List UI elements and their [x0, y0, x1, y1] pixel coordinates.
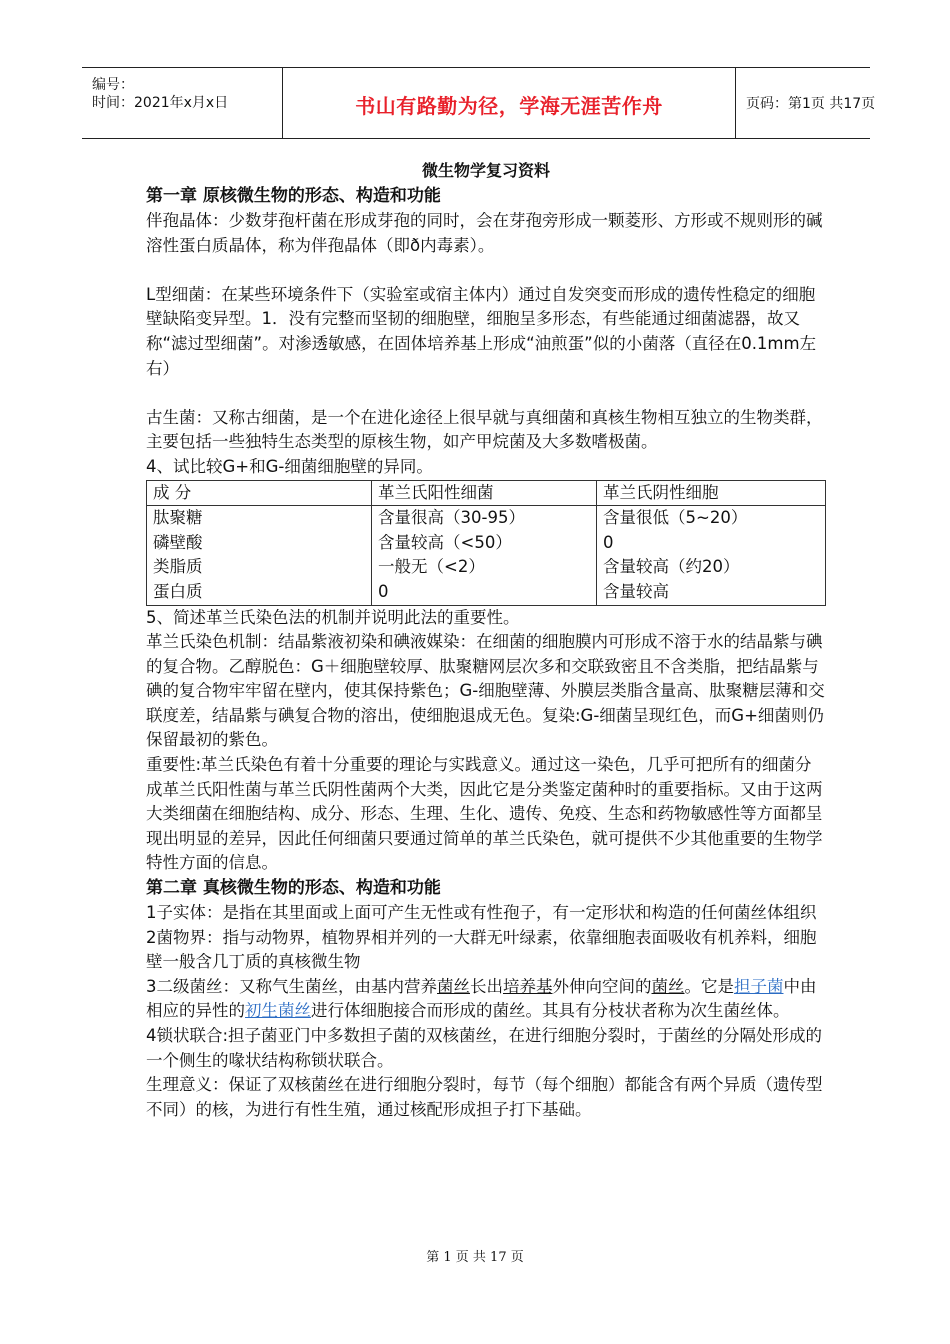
basidiomycete-link[interactable]: 担子菌: [734, 976, 784, 996]
header-motto: 书山有路勤为径，学海无涯苦作舟: [355, 94, 663, 118]
page-footer: 第 1 页 共 17 页: [426, 1250, 524, 1265]
table-cell: 含量较高（<50）: [378, 532, 512, 552]
table-header-row: [147, 480, 826, 506]
underlined-term: 菌丝: [437, 976, 470, 996]
text-run: 长出: [470, 976, 503, 996]
cell-wall-comparison-table: [146, 480, 826, 606]
table-cell: 0: [378, 581, 389, 601]
component-column: [147, 506, 372, 605]
document-number-label: 编号：: [92, 77, 134, 93]
spacer: [146, 258, 826, 283]
crystal-definition: 伴孢晶体：少数芽孢杆菌在形成芽孢的同时，会在芽孢旁形成一颗菱形、方形或不规则形的碱溶性蛋白质晶体，称为伴孢晶体（即ð内毒素）。: [146, 211, 823, 255]
physiological-significance: 生理意义：保证了双核菌丝在进行细胞分裂时，每节（每个细胞）都能含有两个异质（遗传型不同）的核，为进行有性生殖，通过核配形成担子打下基础。: [146, 1075, 823, 1119]
archaea-definition: 古生菌：又称古细菌，是一个在进化途径上很早就与真细菌和真核生物相互独立的生物类群，主要包括一些独特生态类型的原核生物，如产甲烷菌及大多数嗜极菌。: [146, 407, 823, 452]
l-form-definition: L型细菌：在某些环境条件下（实验室或宿主体内）通过自发突变而形成的遗传性稳定的细胞壁缺陷变异型。1．没有完整而坚韧的细胞壁，细胞呈多形态，有些能通过细菌滤器，故又称“滤过型细菌”。对渗透敏感，在固体培养基上形成“油煎蛋”似的小菌落（直径在0.1mm左右）: [146, 284, 817, 378]
document-time-label: 时间：2021年x月x日: [92, 95, 229, 111]
question-5: 5、简述革兰氏染色法的机制并说明此法的重要性。: [146, 607, 520, 627]
document-title: 微生物学复习资料: [421, 161, 550, 180]
page-header: [82, 67, 876, 139]
table-header-cell: 成 分: [147, 480, 372, 506]
primary-hyphae-link[interactable]: 初生菌丝: [245, 1001, 311, 1021]
gram-negative-column: [597, 506, 826, 605]
item-fungi-kingdom: 2菌物界：指与动物界，植物界相并列的一大群无叶绿素，依靠细胞表面吸收有机养料，细胞壁一般含几丁质的真核微生物: [146, 927, 817, 972]
table-body-row: [147, 506, 826, 605]
table-cell: 肽聚糖: [153, 508, 203, 528]
table-cell: 含量很低（5~20）: [603, 508, 748, 528]
text-run: 。它是: [684, 976, 734, 996]
question-4: 4、试比较G+和G-细菌细胞壁的异同。: [146, 456, 433, 476]
table-cell: 含量较高: [603, 581, 669, 601]
item-secondary-hyphae: [146, 975, 826, 1024]
table-cell: 蛋白质: [153, 581, 203, 601]
table-header-cell: 革兰氏阳性细菌: [372, 480, 597, 506]
chapter-1-heading: 第一章 原核微生物的形态、构造和功能: [146, 186, 441, 206]
item-fruiting-body: 1子实体：是指在其里面或上面可产生无性或有性孢子，有一定形状和构造的任何菌丝体组织: [146, 903, 817, 923]
table-cell: 类脂质: [153, 557, 203, 577]
gram-stain-mechanism: 革兰氏染色机制：结晶紫液初染和碘液媒染：在细菌的细胞膜内可形成不溶于水的结晶紫与碘的复合物。乙醇脱色：G＋细胞壁较厚、肽聚糖网层次多和交联致密且不含类脂，把结晶紫与碘的复合物牢牢留在壁内，使其保持紫色；G-细胞壁薄、外膜层类脂含量高、肽聚糖层薄和交联度差，结晶紫与碘复合物的溶出，使细胞退成无色。复染:G-细菌呈现红色，而G+细菌则仍保留最初的紫色。: [146, 632, 825, 750]
text-run: 进行体细胞接合而形成的菌丝。其具有分枝状者称为次生菌丝体。: [311, 1001, 790, 1021]
gram-positive-column: [372, 506, 597, 605]
text-run: 3二级菌丝：又称气生菌丝，由基内营养: [146, 976, 437, 996]
spacer: [146, 381, 826, 406]
document-body: [146, 158, 826, 1122]
header-meta-cell: [82, 68, 282, 138]
header-motto-cell: [282, 68, 736, 138]
header-page-info: 页码：第1页 共17页: [746, 96, 876, 112]
underlined-term: 菌丝: [651, 976, 685, 996]
table-cell: 一般无（<2）: [378, 557, 485, 577]
table-cell: 含量较高（约20）: [603, 557, 740, 577]
table-cell: 磷壁酸: [153, 532, 203, 552]
table-cell: 0: [603, 532, 614, 552]
header-page-cell: [736, 68, 876, 138]
text-run: 外伸向空间的: [552, 976, 652, 996]
gram-stain-importance: 重要性:革兰氏染色有着十分重要的理论与实践意义。通过这一染色，几乎可把所有的细菌分成革兰氏阳性菌与革兰氏阴性菌两个大类，因此它是分类鉴定菌种时的重要指标。又由于这两大类细菌在细胞结构、成分、形态、生理、生化、遗传、免疫、生态和药物敏感性等方面都呈现出明显的差异，因此任何细菌只要通过简单的革兰氏染色，就可提供不少其他重要的生物学特性方面的信息。: [146, 755, 823, 873]
underlined-term: 培养基: [503, 976, 553, 996]
text-run: 中由相应的异性的: [146, 976, 817, 1021]
table-cell: 含量很高（30-95）: [378, 508, 525, 528]
chapter-2-heading: 第二章 真核微生物的形态、构造和功能: [146, 878, 441, 899]
item-clamp-connection: 4锁状联合:担子菌亚门中多数担子菌的双核菌丝，在进行细胞分裂时，于菌丝的分隔处形成的一个侧生的喙状结构称锁状联合。: [146, 1026, 823, 1070]
table-header-cell: 革兰氏阴性细胞: [597, 480, 826, 506]
